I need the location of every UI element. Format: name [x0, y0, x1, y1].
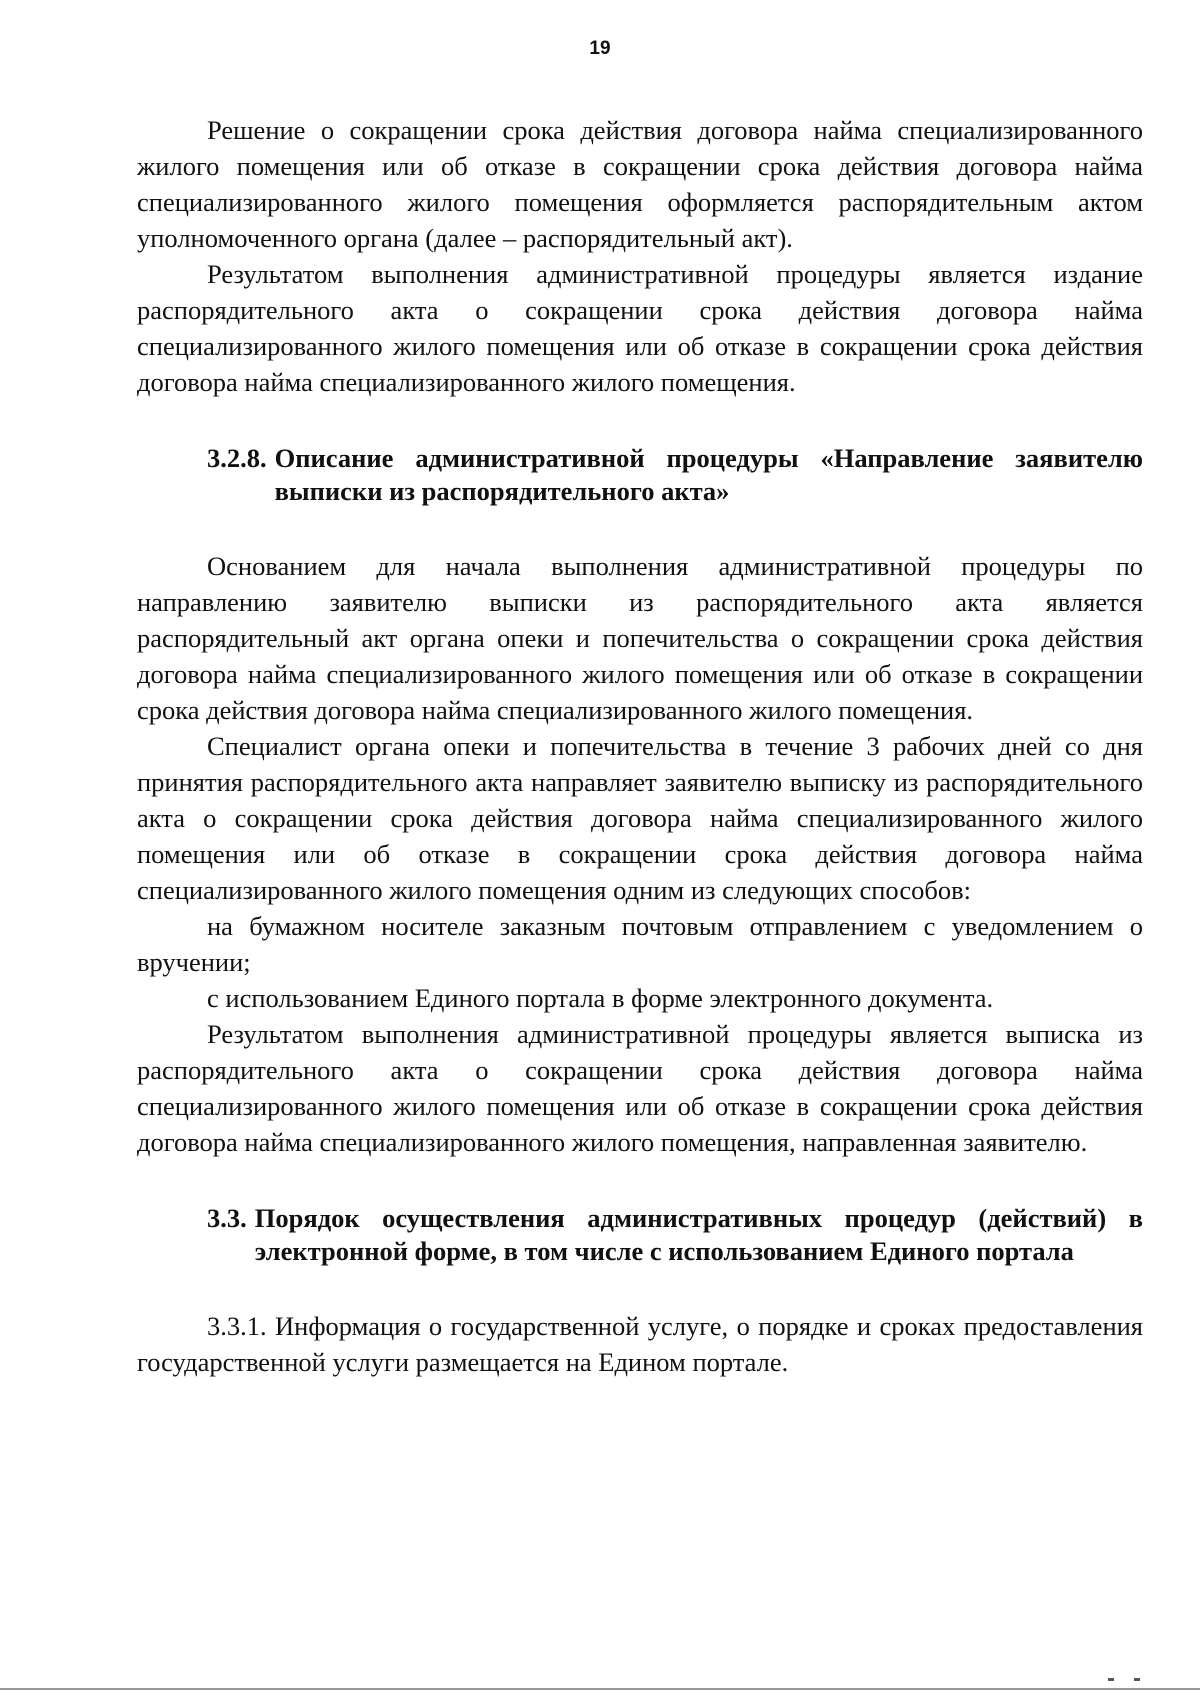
spacer — [137, 1268, 1143, 1308]
section-number: 3.2.8. — [207, 443, 267, 473]
section-title: Порядок осуществления административных процедур (действий) в электронной форме, в том числе с использованием Единого портала — [254, 1203, 1143, 1266]
section-heading-3-2-8 — [137, 442, 1143, 508]
paragraph-method-paper: на бумажном носителе заказным почтовым отправлением с уведомлением о вручении; — [137, 911, 1143, 977]
scan-artifact-mark — [1134, 1678, 1140, 1681]
paragraph-result-extract: Результатом выполнения административной процедуры является выписка из распорядительного акта о сокращении срока действия договора найма специализированного жилого помещения или об отказе в сокращении срока действия договора найма специализированного жилого помещения, направленная заявителю. — [137, 1019, 1143, 1157]
page-number: 19 — [589, 38, 611, 59]
spacer — [137, 400, 1143, 442]
paragraph-specialist: Специалист органа опеки и попечительства в течение 3 рабочих дней со дня принятия распорядительного акта направляет заявителю выписку из распорядительного акта о сокращении срока действия договора найма специализированного жилого помещения или об отказе в сокращении срока действия договора найма специализированного жилого помещения одним из следующих способов: — [137, 731, 1143, 905]
paragraph-decision: Решение о сокращении срока действия договора найма специализированного жилого помещения или об отказе в сокращении срока действия договора найма специализированного жилого помещения оформляется распорядительным актом уполномоченного органа (далее – распорядительный акт). — [137, 115, 1143, 253]
paragraph-result-act: Результатом выполнения административной процедуры является издание распорядительного акта о сокращении срока действия договора найма специализированного жилого помещения или об отказе в сокращении срока действия договора найма специализированного жилого помещения. — [137, 259, 1143, 397]
paragraph-info-portal: 3.3.1. Информация о государственной услуге, о порядке и сроках предоставления государственной услуги размещается на Едином портале. — [137, 1311, 1143, 1377]
section-number: 3.3. — [207, 1203, 247, 1233]
paragraph-basis: Основанием для начала выполнения административной процедуры по направлению заявителю выписки из распорядительного акта является распорядительный акт органа опеки и попечительства о сокращении срока действия договора найма специализированного жилого помещения или об отказе в сокращении срока действия договора найма специализированного жилого помещения. — [137, 551, 1143, 725]
section-title: Описание административной процедуры «Направление заявителю выписки из распорядительного акта» — [274, 443, 1143, 506]
paragraph-method-portal: с использованием Единого портала в форме электронного документа. — [207, 983, 994, 1013]
scan-artifact-mark — [1108, 1678, 1114, 1681]
document-body — [137, 112, 1143, 1380]
spacer — [137, 508, 1143, 548]
section-heading-3-3 — [137, 1202, 1143, 1268]
spacer — [137, 1160, 1143, 1202]
scan-edge-line — [0, 1688, 1200, 1690]
